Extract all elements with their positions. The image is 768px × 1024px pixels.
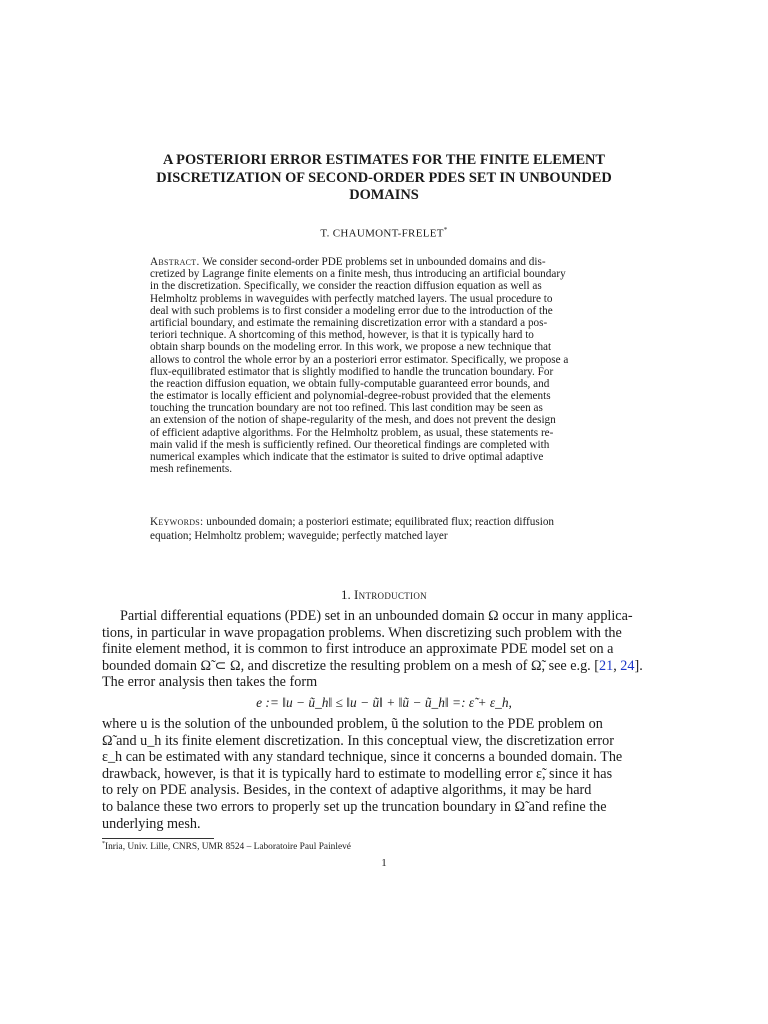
abstract-line: Helmholtz problems in waveguides with perfectly matched layers. The usual procedure to	[150, 292, 553, 305]
paragraph-line: Partial differential equations (PDE) set in an unbounded domain Ω occur in many applica-	[120, 608, 633, 624]
keywords	[150, 515, 628, 543]
keywords-line: Keywords: unbounded domain; a posteriori estimate; equilibrated flux; reaction diffusion	[150, 516, 555, 528]
abstract-line: Abstract. We consider second-order PDE problems set in unbounded domains and dis-	[150, 256, 546, 268]
abstract-line: main valid if the mesh is sufficiently refined. Our theoretical findings are completed with	[150, 438, 550, 451]
paragraph-line: bounded domain Ω̃ ⊂ Ω, and discretize the resulting problem on a mesh of Ω̃, see e.g. [21, 24].	[102, 657, 643, 674]
abstract-line: an extension of the notion of shape-regularity of the mesh, and does not prevent the design	[150, 414, 556, 427]
abstract-line: artificial boundary, and estimate the remaining discretization error with a standard a pos-	[150, 316, 548, 329]
paragraph-line: ε_h can be estimated with any standard technique, since it concerns a bounded domain. The	[102, 749, 623, 766]
abstract-line: touching the truncation boundary are not too refined. This last condition may be seen as	[150, 402, 543, 415]
paper-title	[110, 152, 658, 205]
paragraph-line: to balance these two errors to properly set up the truncation boundary in Ω̃ and refine the	[102, 798, 607, 815]
citation-link[interactable]: 21	[599, 657, 614, 674]
abstract-line: mesh refinements.	[150, 463, 233, 476]
author-name: T. CHAUMONT-FRELET	[320, 227, 444, 240]
keywords-label: Keywords:	[150, 516, 204, 528]
title-line: DOMAINS	[349, 187, 419, 204]
abstract-line: allows to control the whole error by an a posteriori error estimator. Specifically, we propose a	[150, 353, 569, 366]
abstract-line: teriori technique. A shortcoming of this method, however, is that it is typically hard to	[150, 329, 534, 342]
abstract-line: flux-equilibrated estimator that is slightly modified to handle the truncation boundary. For	[150, 365, 554, 378]
paragraph-line: where u is the solution of the unbounded problem, ũ the solution to the PDE problem on	[102, 716, 603, 732]
abstract-line: deal with such problems is to first consider a modeling error due to the introduction of the	[150, 304, 553, 317]
paragraph-line: Ω̃ and u_h its finite element discretization. In this conceptual view, the discretization error	[102, 732, 614, 749]
paragraph-line: finite element method, it is common to first introduce an approximate PDE model set on a	[102, 641, 614, 658]
footnote	[102, 841, 351, 852]
page-number: 1	[381, 857, 387, 869]
abstract-line: in the discretization. Specifically, we consider the reaction diffusion equation as well as	[150, 280, 542, 293]
paragraph-analysis	[102, 716, 672, 832]
footnote-rule	[102, 838, 214, 839]
paragraph-intro	[102, 608, 672, 691]
footnote-mark: *	[102, 841, 105, 847]
abstract-line: cretized by Lagrange finite elements on a finite mesh, thus introducing an artificial boundary	[150, 268, 566, 281]
abstract	[150, 256, 628, 475]
abstract-line: the estimator is locally efficient and polynomial-degree-robust provided that the elements	[150, 390, 551, 403]
author-line	[0, 226, 768, 240]
paragraph-line: tions, in particular in wave propagation problems. When discretizing such problem with the	[102, 624, 622, 641]
section-title: Introduction	[354, 587, 427, 602]
paragraph-line: The error analysis then takes the form	[102, 674, 318, 691]
title-line: DISCRETIZATION OF SECOND-ORDER PDES SET IN UNBOUNDED	[156, 169, 612, 186]
citation-link[interactable]: 24	[620, 657, 635, 674]
paragraph-line: drawback, however, is that it is typically hard to estimate to modelling error ε̃, since it has	[102, 765, 613, 782]
section-number: 1.	[341, 587, 351, 602]
paragraph-line: to rely on PDE analysis. Besides, in the context of adaptive algorithms, it may be hard	[102, 782, 592, 799]
author-footnote-mark: *	[443, 226, 448, 234]
title-line: A POSTERIORI ERROR ESTIMATES FOR THE FINITE ELEMENT	[162, 152, 606, 168]
error-equation: e := ‖u − ũ_h‖ ≤ ‖u − ũ‖ + ‖ũ − ũ_h‖ =: ε̃ + ε_h,	[256, 695, 512, 710]
abstract-line: of efficient adaptive algorithms. For the Helmholtz problem, as usual, these statements re-	[150, 426, 554, 439]
section-heading	[0, 587, 768, 603]
abstract-line: the reaction diffusion equation, we obtain fully-computable guaranteed error bounds, and	[150, 377, 550, 390]
keywords-line: equation; Helmholtz problem; waveguide; perfectly matched layer	[150, 530, 448, 542]
abstract-line: numerical examples which indicate that the estimator is suited to drive optimal adaptive	[150, 451, 544, 463]
paragraph-line: underlying mesh.	[102, 815, 201, 832]
abstract-label: Abstract.	[150, 256, 200, 268]
footnote-text: Inria, Univ. Lille, CNRS, UMR 8524 – Laboratoire Paul Painlevé	[105, 842, 351, 853]
abstract-line: obtain sharp bounds on the modeling error. In this work, we propose a new technique that	[150, 341, 552, 354]
